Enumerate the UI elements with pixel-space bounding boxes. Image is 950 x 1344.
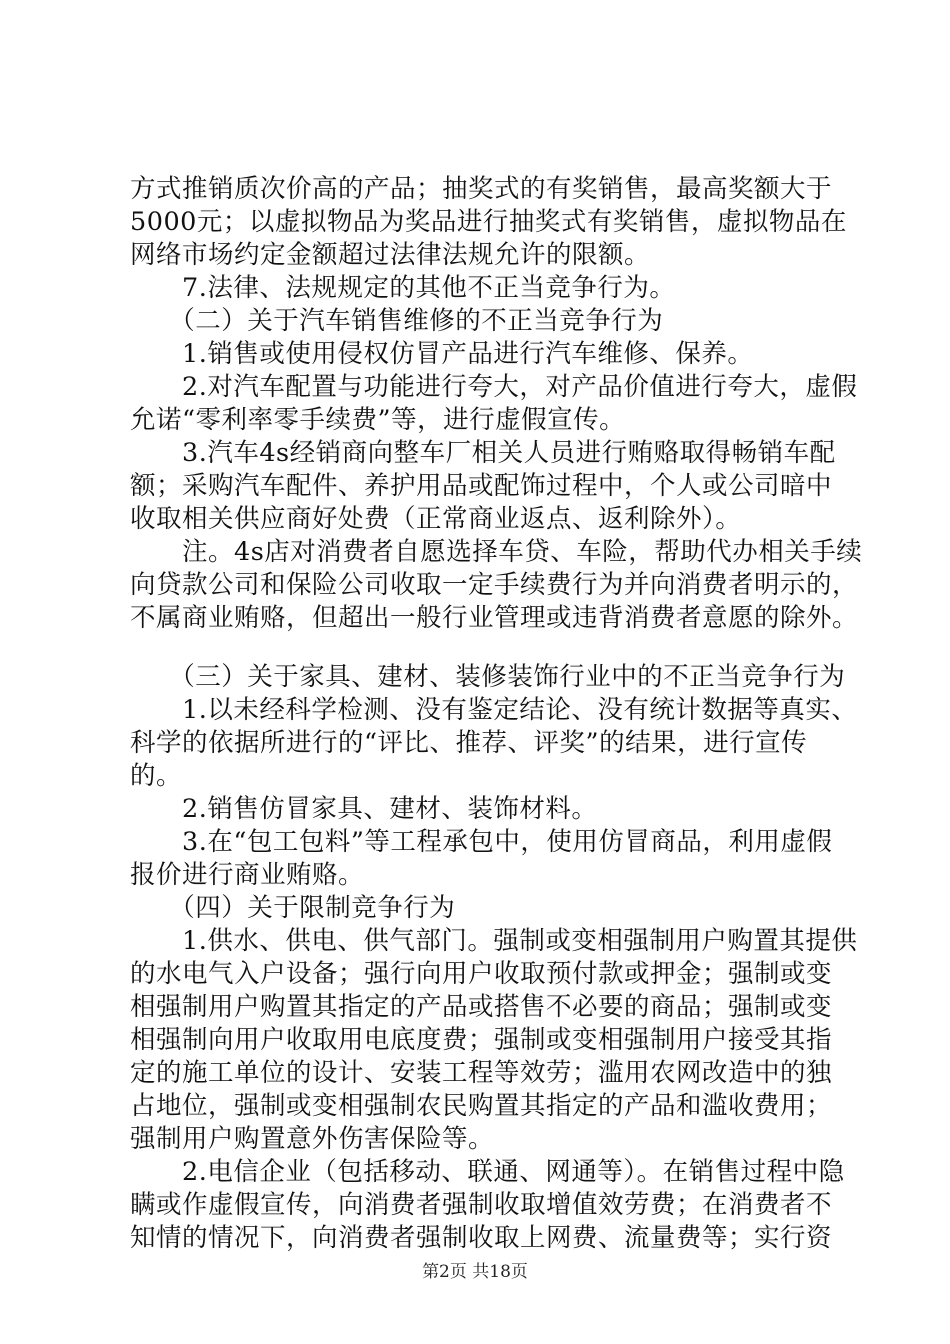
text-line: 向贷款公司和保险公司收取一定手续费行为并向消费者明示的， [130, 570, 859, 600]
section-heading: （三）关于家具、建材、装修装饰行业中的不正当竞争行为 [130, 662, 846, 692]
section-heading: （二）关于汽车销售维修的不正当竞争行为 [130, 306, 664, 336]
text-line: 报价进行商业贿赂。 [130, 860, 365, 890]
text-line: 不属商业贿赂，但超出一般行业管理或违背消费者意愿的除外。 [130, 603, 859, 633]
text-line: 网络市场约定金额超过法律法规允许的限额。 [130, 240, 651, 270]
text-line: 方式推销质次价高的产品；抽奖式的有奖销售，最高奖额大于 [130, 174, 833, 204]
text-line: 额；采购汽车配件、养护用品或配饰过程中，个人或公司暗中 [130, 471, 833, 501]
text-line: 收取相关供应商好处费（正常商业返点、返利除外）。 [130, 504, 742, 534]
text-line: 允诺“零利率零手续费”等，进行虚假宣传。 [130, 405, 626, 435]
text-line: 相强制用户购置其指定的产品或搭售不必要的商品；强制或变 [130, 992, 833, 1022]
text-line: 2.电信企业（包括移动、联通、网通等）。在销售过程中隐 [130, 1157, 845, 1187]
text-line: 1.销售或使用侵权仿冒产品进行汽车维修、保养。 [130, 339, 754, 369]
text-line: 强制用户购置意外伤害保险等。 [130, 1124, 495, 1154]
text-line: 占地位，强制或变相强制农民购置其指定的产品和滥收费用； [130, 1091, 833, 1121]
section-heading: （四）关于限制竞争行为 [130, 893, 456, 923]
text-line: 科学的依据所进行的“评比、推荐、评奖”的结果，进行宣传 [130, 728, 808, 758]
text-line: 2.对汽车配置与功能进行夸大，对产品价值进行夸大，虚假 [130, 372, 858, 402]
text-line: 3.在“包工包料”等工程承包中，使用仿冒商品，利用虚假 [130, 827, 833, 857]
text-line: 的。 [130, 761, 183, 791]
text-line: 5000元；以虚拟物品为奖品进行抽奖式有奖销售，虚拟物品在 [130, 207, 847, 237]
text-line: 2.销售仿冒家具、建材、装饰材料。 [130, 794, 598, 824]
text-line: 1.以未经科学检测、没有鉴定结论、没有统计数据等真实、 [130, 695, 858, 725]
text-line: 注。4s店对消费者自愿选择车贷、车险，帮助代办相关手续 [130, 537, 863, 567]
text-line: 瞒或作虚假宣传，向消费者强制收取增值效劳费；在消费者不 [130, 1190, 833, 1220]
text-line: 7.法律、法规规定的其他不正当竞争行为。 [130, 273, 676, 303]
text-line: 知情的情况下，向消费者强制收取上网费、流量费等；实行资 [130, 1223, 833, 1253]
text-line: 1.供水、供电、供气部门。强制或变相强制用户购置其提供 [130, 926, 858, 956]
text-line: 的水电气入户设备；强行向用户收取预付款或押金；强制或变 [130, 959, 833, 989]
page-footer: 第2页 共18页 [422, 1262, 528, 1282]
text-line: 相强制向用户收取用电底度费；强制或变相强制用户接受其指 [130, 1025, 833, 1055]
text-line: 3.汽车4s经销商向整车厂相关人员进行贿赂取得畅销车配 [130, 438, 836, 468]
text-line: 定的施工单位的设计、安装工程等效劳；滥用农网改造中的独 [130, 1058, 833, 1088]
